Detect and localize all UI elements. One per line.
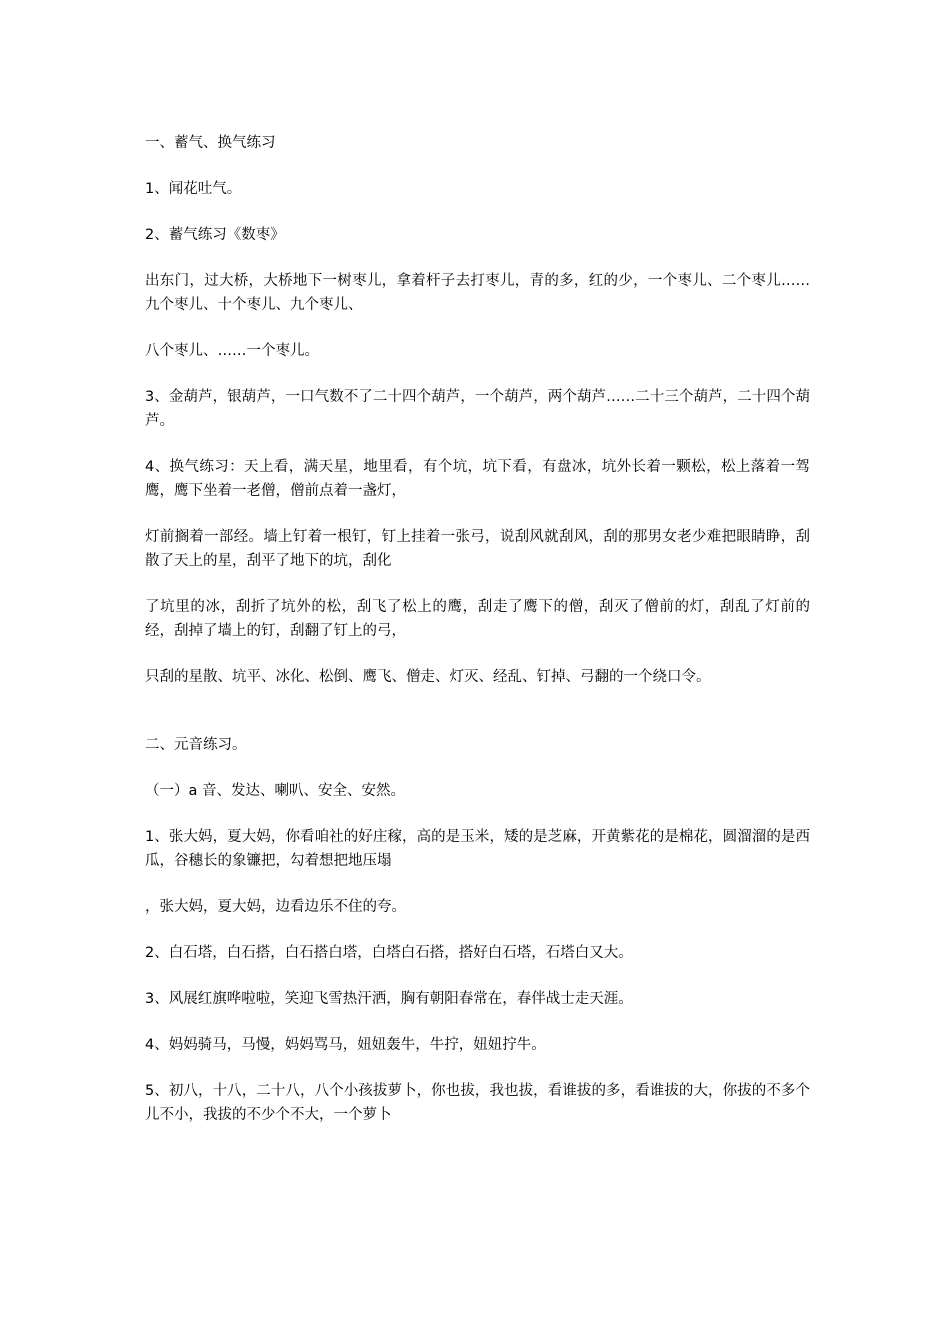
paragraph: （一）a 音、发达、喇叭、安全、安然。 bbox=[145, 783, 405, 799]
paragraph: 灯前搁着一部经。墙上钉着一根钉，钉上挂着一张弓，说刮风就刮风，刮的那男女老少难把眼睛睁，刮散了天上的星，刮平了地下的坑，刮化 bbox=[145, 529, 810, 569]
paragraph: 1、闻花吐气。 bbox=[145, 181, 242, 197]
paragraph: 4、妈妈骑马，马慢，妈妈骂马，妞妞轰牛，牛拧，妞妞拧牛。 bbox=[145, 1037, 546, 1053]
paragraph: 3、风展红旗哗啦啦，笑迎飞雪热汗洒，胸有朝阳春常在，春伴战士走天涯。 bbox=[145, 991, 633, 1007]
section-heading: 二、元音练习。 bbox=[145, 737, 247, 753]
paragraph: 5、初八，十八，二十八，八个小孩拔萝卜，你也拔，我也拔，看谁拔的多，看谁拔的大，你拔的不多个儿不小，我拔的不少个不大，一个萝卜 bbox=[145, 1083, 810, 1123]
paragraph: 3、金葫芦，银葫芦，一口气数不了二十四个葫芦，一个葫芦，两个葫芦……二十三个葫芦，二十四个葫芦。 bbox=[145, 389, 810, 429]
paragraph: 了坑里的冰，刮折了坑外的松，刮飞了松上的鹰，刮走了鹰下的僧，刮灭了僧前的灯，刮乱了灯前的经，刮掉了墙上的钉，刮翻了钉上的弓， bbox=[145, 599, 810, 639]
paragraph: 出东门，过大桥，大桥地下一树枣儿，拿着杆子去打枣儿，青的多，红的少，一个枣儿、二个枣儿……九个枣儿、十个枣儿、九个枣儿、 bbox=[145, 273, 810, 313]
section-spacer bbox=[145, 711, 810, 733]
paragraph: 1、张大妈，夏大妈，你看咱社的好庄稼，高的是玉米，矮的是芝麻，开黄紫花的是棉花，圆溜溜的是西瓜，谷穗长的象镰把，勾着想把地压塌 bbox=[145, 829, 810, 869]
document-body bbox=[145, 131, 810, 1149]
paragraph: 只刮的星散、坑平、冰化、松倒、鹰飞、僧走、灯灭、经乱、钉掉、弓翻的一个绕口令。 bbox=[145, 669, 711, 685]
section-heading: 一、蓄气、换气练习 bbox=[145, 135, 276, 151]
paragraph: 八个枣儿、……一个枣儿。 bbox=[145, 343, 319, 359]
paragraph: 4、换气练习：天上看，满天星，地里看，有个坑，坑下看，有盘冰，坑外长着一颗松，松上落着一驾鹰，鹰下坐着一老僧，僧前点着一盏灯， bbox=[145, 459, 810, 499]
paragraph: 2、蓄气练习《数枣》 bbox=[145, 227, 285, 243]
paragraph: 2、白石塔，白石搭，白石搭白塔，白塔白石搭，搭好白石塔，石塔白又大。 bbox=[145, 945, 633, 961]
paragraph: ，张大妈，夏大妈，边看边乐不住的夸。 bbox=[145, 899, 406, 915]
